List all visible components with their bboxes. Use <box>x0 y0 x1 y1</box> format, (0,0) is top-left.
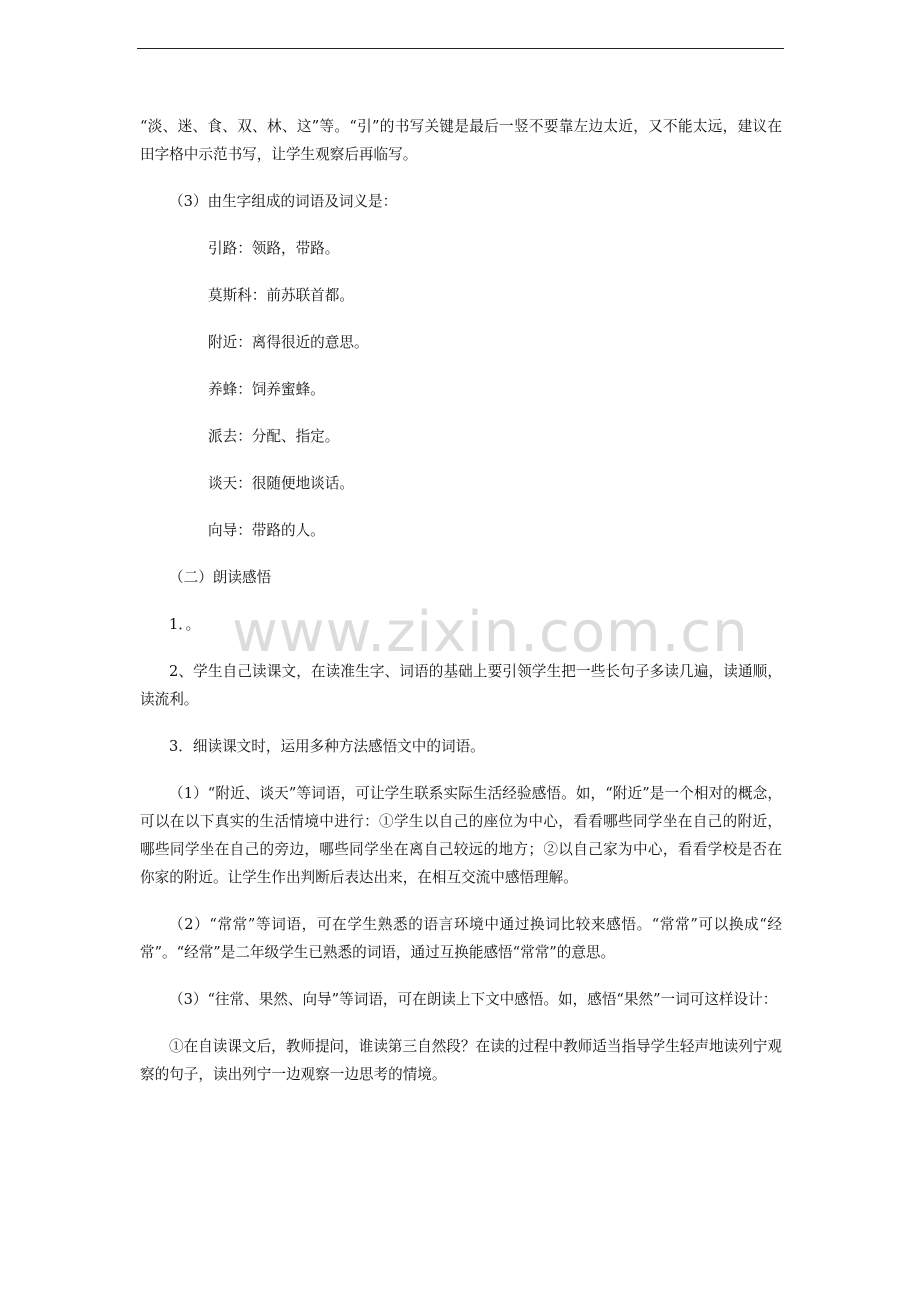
paragraph-sub-1: （1）“附近、谈天”等词语，可让学生联系实际生活经验感悟。如，“附近”是一个相对的概念，可以在以下真实的生活情境中进行：①学生以自己的座位为中心，看看哪些同学坐在自己的附近，哪些同学坐在自己的旁边，哪些同学坐在离自己较远的地方；②以自己家为中心，看看学校是否在你家的附近。让学生作出判断后表达出来，在相互交流中感悟理解。 <box>140 785 782 886</box>
paragraph-design-1: ①在自读课文后，教师提问，谁读第三自然段？在读的过程中教师适当指导学生轻声地读列宁观察的句子，读出列宁一边观察一边思考的情境。 <box>140 1038 782 1083</box>
paragraph-sub-2: （2）“常常”等词语，可在学生熟悉的语言环境中通过换词比较来感悟。“常常”可以换成“经常”。“经常”是二年级学生已熟悉的词语，通过互换能感悟“常常”的意思。 <box>140 916 782 961</box>
document-body <box>140 113 782 1108</box>
vocab-item-mosike: 莫斯科：前苏联首都。 <box>208 287 354 304</box>
paragraph-step-3: 3．细读课文时，运用多种方法感悟文中的词语。 <box>169 738 485 755</box>
paragraph-step-2: 2、学生自己读课文，在读准生字、词语的基础上要引领学生把一些长句子多读几遍，读通顺，读流利。 <box>140 663 782 708</box>
vocab-item-xiangdao: 向导：带路的人。 <box>208 522 325 539</box>
vocab-item-yinlu: 引路：领路，带路。 <box>208 240 340 257</box>
paragraph-stroke-order: “淡、迷、食、双、林、这”等。“引”的书写关键是最后一竖不要靠左边太近，又不能太远，建议在田字格中示范书写，让学生观察后再临写。 <box>140 118 782 163</box>
vocab-item-yangfeng: 养蜂：饲养蜜蜂。 <box>208 381 325 398</box>
vocab-item-fujin: 附近：离得很近的意思。 <box>208 334 369 351</box>
vocab-item-paiqu: 派去：分配、指定。 <box>208 428 340 445</box>
paragraph-sub-3: （3）“往常、果然、向导”等词语，可在朗读上下文中感悟。如，感悟“果然”一词可这样设计： <box>169 991 778 1008</box>
watermark-text: www.zixin.com.cn <box>232 600 749 665</box>
paragraph-vocab-heading: （3）由生字组成的词语及词义是： <box>169 193 398 210</box>
paragraph-step-1: 1．。 <box>169 616 201 633</box>
header-rule <box>137 48 784 49</box>
section-heading-reading: （二）朗读感悟 <box>169 569 272 586</box>
vocab-item-tantian: 谈天：很随便地谈话。 <box>208 475 354 492</box>
